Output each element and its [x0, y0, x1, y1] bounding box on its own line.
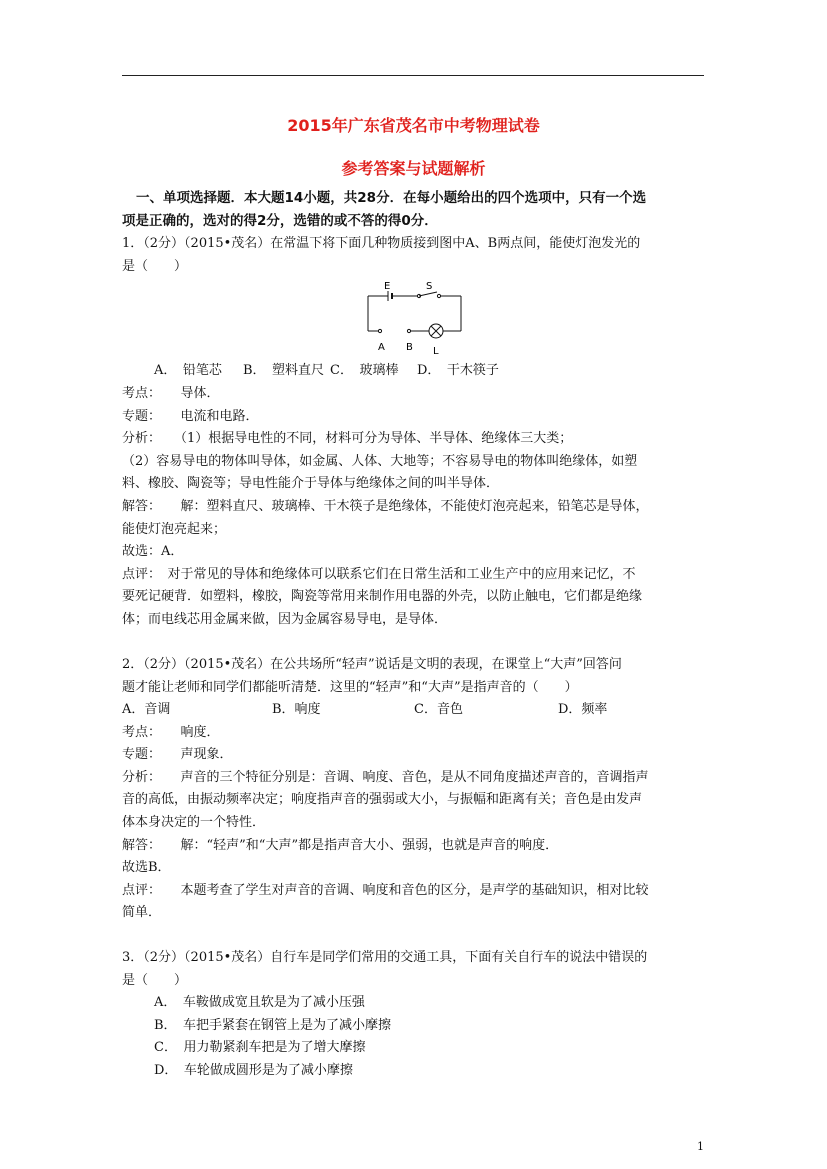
battery-label: E — [384, 281, 391, 292]
q2-answer: 故选B． — [122, 860, 171, 875]
q2-dianping-line1: 点评： 本题考查了学生对声音的音调、响度和音色的区分，是声学的基础知识，相对比较 — [122, 883, 649, 898]
q3-option-d: D． 车轮做成圆形是为了减小摩擦 — [154, 1063, 353, 1078]
switch-label: S — [426, 281, 433, 292]
circuit-diagram — [355, 278, 475, 358]
q1-option-d: D． 干木筷子 — [417, 363, 499, 378]
q2-zhuanti: 专题： 声现象． — [122, 747, 233, 762]
q1-fenxi-line3: 料、橡胶、陶瓷等；导电性能介于导体与绝缘体之间的叫半导体． — [122, 476, 500, 491]
q2-option-d: D．频率 — [558, 702, 608, 717]
q3-stem-line2: 是（ ） — [122, 973, 188, 988]
label-a: A — [378, 342, 385, 353]
q1-fenxi-line2: （2）容易导电的物体叫导体，如金属、人体、大地等；不容易导电的物体叫绝缘体，如塑 — [122, 454, 638, 469]
q1-dianping-line3: 体；而电线芯用金属来做，因为金属容易导电，是导体． — [122, 612, 448, 627]
q1-stem-line1: 1．（2分）（2015•茂名）在常温下将下面几种物质接到图中A、B两点间，能使灯泡发光的 — [122, 236, 641, 251]
q1-zhuanti: 专题： 电流和电路． — [122, 409, 259, 424]
q2-fenxi-line3: 体本身决定的一个特性． — [122, 815, 266, 830]
header-rule — [122, 75, 704, 76]
q2-fenxi-line2: 音的高低，由振动频率决定；响度指声音的强弱或大小，与振幅和距离有关；音色是由发声 — [122, 792, 643, 807]
q1-dianping-line1: 点评： 对于常见的导体和绝缘体可以联系它们在日常生活和工业生产中的应用来记忆，不 — [122, 567, 636, 582]
q3-option-b: B． 车把手紧套在钢管上是为了减小摩擦 — [154, 1018, 392, 1033]
q2-dianping-line2: 简单． — [122, 905, 162, 920]
q2-stem-line1: 2．（2分）（2015•茂名）在公共场所“轻声”说话是文明的表现，在课堂上“大声”回答问 — [122, 657, 622, 672]
q2-kaodian: 考点： 响度． — [122, 725, 220, 740]
q2-option-b: B．响度 — [272, 702, 321, 717]
page-title: 2015年广东省茂名市中考物理试卷 — [287, 116, 540, 135]
q2-fenxi-line1: 分析： 声音的三个特征分别是：音调、响度、音色，是从不同角度描述声音的，音调指声 — [122, 770, 649, 785]
q1-answer: 故选：A． — [122, 544, 184, 559]
q1-dianping-line2: 要死记硬背．如塑料，橡胶，陶瓷等常用来制作用电器的外壳，以防止触电，它们都是绝缘 — [122, 589, 643, 604]
page-number: 1 — [697, 1140, 704, 1153]
q1-option-a: A． 铅笔芯 — [154, 363, 222, 378]
q2-stem-line2: 题才能让老师和同学们都能听清楚．这里的“轻声”和“大声”是指声音的（ ） — [122, 680, 578, 695]
label-b: B — [406, 342, 413, 353]
q1-stem-line2: 是（ ） — [122, 259, 188, 274]
q2-option-c: C．音色 — [414, 702, 463, 717]
page-subtitle: 参考答案与试题解析 — [341, 159, 486, 178]
terminal-b — [407, 329, 410, 332]
section-heading-line2: 项是正确的，选对的得2分，选错的或不答的得0分． — [122, 213, 438, 229]
q2-jieda-line1: 解答： 解：“轻声”和“大声”都是指声音大小、强弱，也就是声音的响度． — [122, 838, 559, 853]
q1-option-b: B． 塑料直尺 — [243, 363, 325, 378]
terminal-a — [378, 329, 381, 332]
q1-option-c: C． 玻璃棒 — [330, 363, 399, 378]
q1-jieda-line2: 能使灯泡亮起来； — [122, 522, 227, 537]
q2-option-a: A．音调 — [122, 702, 171, 717]
q3-option-a: A． 车鞍做成宽且软是为了减小压强 — [154, 995, 365, 1010]
section-heading-line1: 一、单项选择题．本大题14小题，共28分．在每小题给出的四个选项中，只有一个选 — [136, 190, 647, 206]
switch-icon — [419, 292, 437, 296]
q1-jieda-line1: 解答： 解：塑料直尺、玻璃棒、干木筷子是绝缘体，不能使灯泡亮起来，铅笔芯是导体， — [122, 499, 649, 514]
q1-kaodian: 考点： 导体． — [122, 386, 220, 401]
q1-fenxi-line1: 分析： （1）根据导电性的不同，材料可分为导体、半导体、绝缘体三大类； — [122, 431, 573, 446]
label-l: L — [433, 346, 439, 357]
q3-stem-line1: 3．（2分）（2015•茂名）自行车是同学们常用的交通工具，下面有关自行车的说法中错误的 — [122, 950, 648, 965]
q3-option-c: C． 用力勒紧刹车把是为了增大摩擦 — [154, 1040, 366, 1055]
